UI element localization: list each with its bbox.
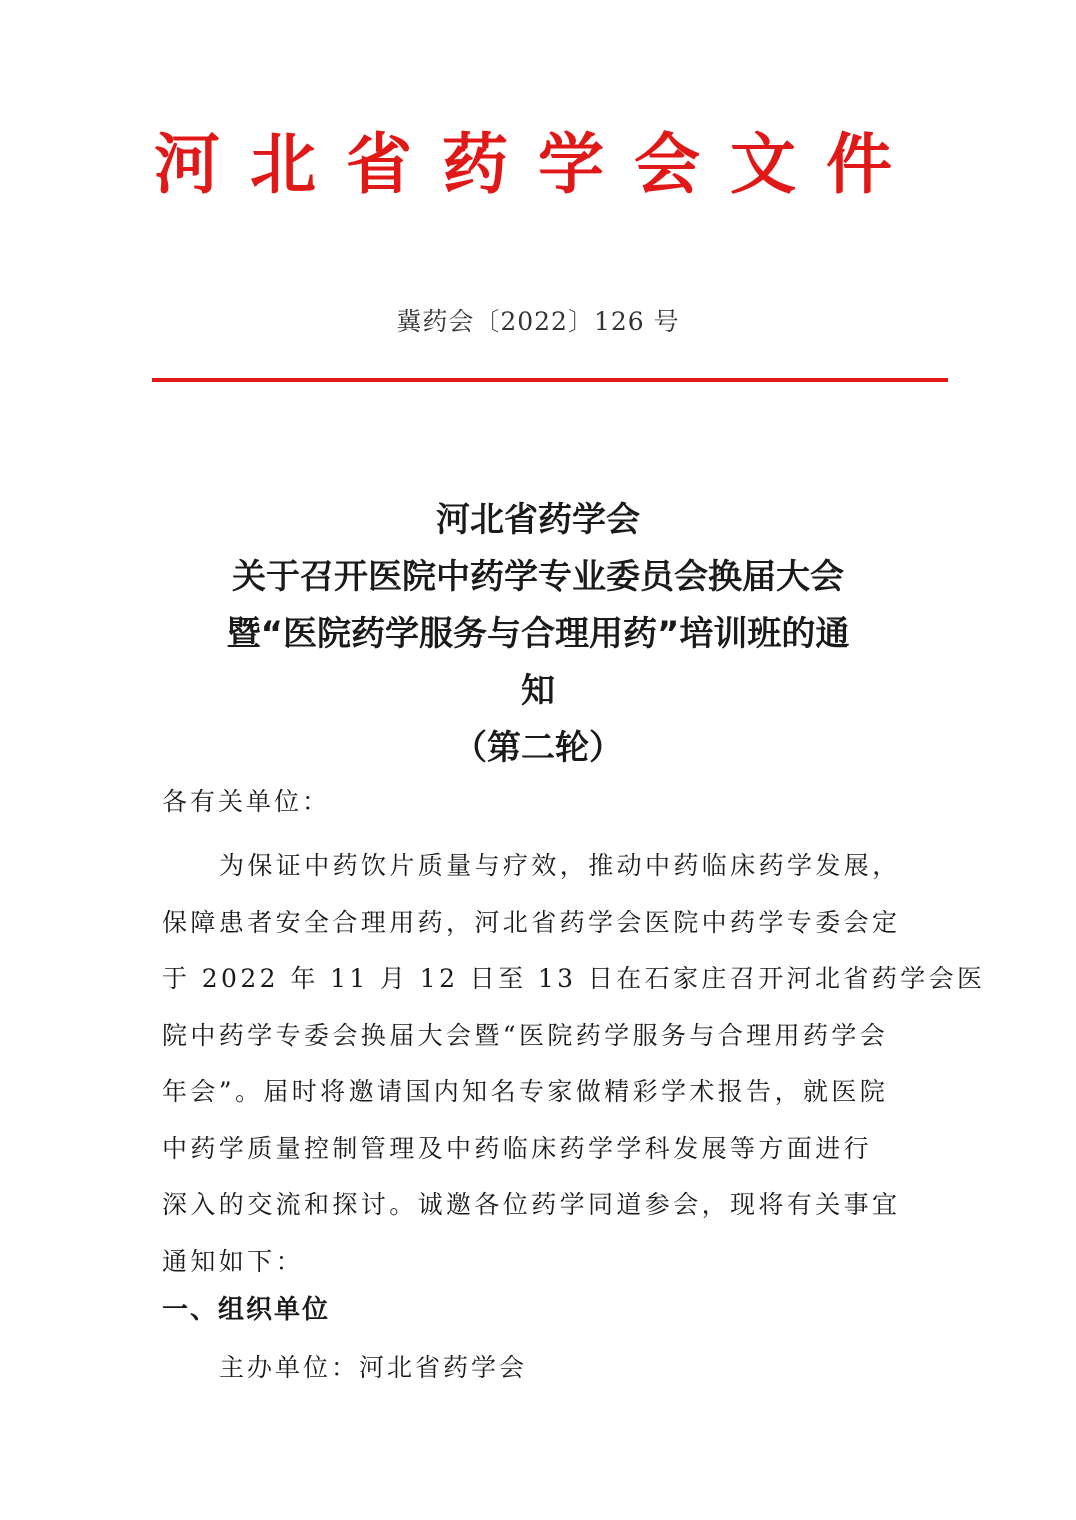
title-line-subject: 关于召开医院中药学专业委员会换届大会 xyxy=(232,557,844,597)
organizer-line: 主办单位：河北省药学会 xyxy=(219,1353,528,1382)
salutation: 各有关单位： xyxy=(162,787,331,816)
body-line: 于 2022 年 11 月 12 日至 13 日在石家庄召开河北省药学会医 xyxy=(162,964,986,993)
document-header-title: 河北省药学会文件 xyxy=(154,126,922,203)
body-line: 通知如下： xyxy=(162,1246,305,1276)
body-paragraph xyxy=(162,838,986,1290)
body-line: 中药学质量控制管理及中药临床药学学科发展等方面进行 xyxy=(162,1133,873,1163)
body-line: 院中药学专委会换届大会暨“医院药学服务与合理用药学会 xyxy=(162,1020,889,1050)
body-line: 为保证中药饮片质量与疗效，推动中药临床药学发展， xyxy=(219,851,901,880)
title-line-round: （第二轮） xyxy=(453,728,623,768)
notice-title xyxy=(150,492,926,777)
section-heading-organizers: 一、组织单位 xyxy=(162,1295,331,1325)
body-line: 深入的交流和探讨。诚邀各位药学同道参会，现将有关事宜 xyxy=(162,1190,901,1219)
body-line: 保障患者安全合理用药，河北省药学会医院中药学专委会定 xyxy=(162,907,901,937)
header-divider xyxy=(152,378,948,382)
document-number: 冀药会〔2022〕126 号 xyxy=(396,307,680,336)
title-line-continuation: 知 xyxy=(521,671,555,711)
title-line-organization: 河北省药学会 xyxy=(436,500,640,540)
body-line: 年会”。届时将邀请国内知名专家做精彩学术报告，就医院 xyxy=(162,1077,889,1106)
title-line-training: 暨“医院药学服务与合理用药”培训班的通 xyxy=(226,614,850,654)
